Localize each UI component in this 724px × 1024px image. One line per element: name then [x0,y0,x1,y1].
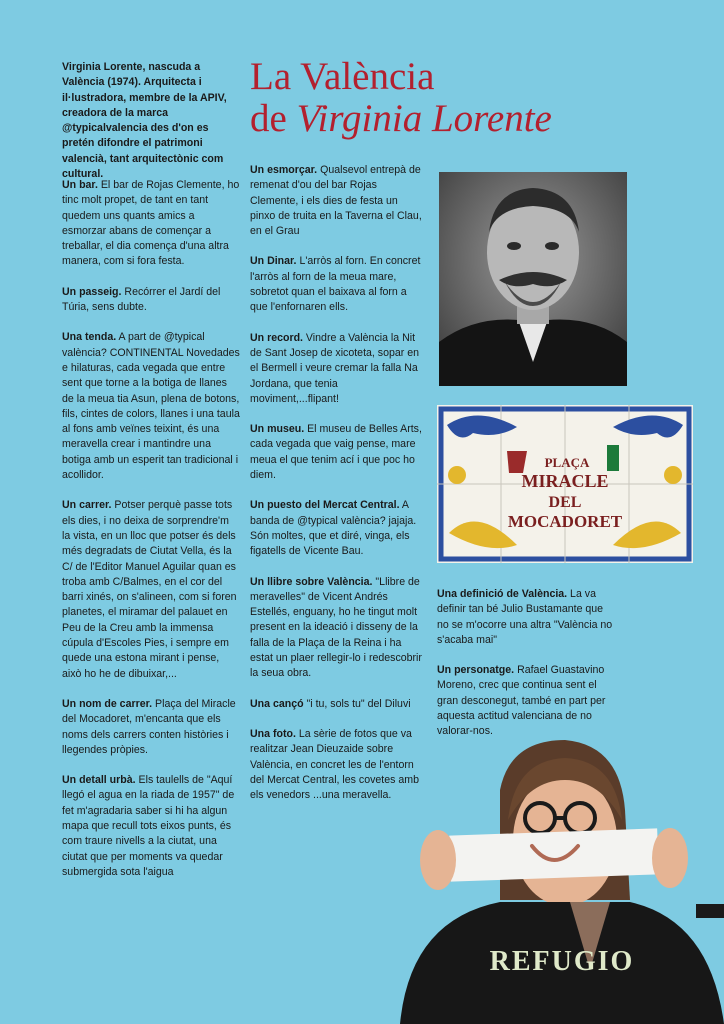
entry-book: Un llibre sobre València. "Llibre de meravelles" de Vicent Andrés Estellés, enguany, ho he tingut molt present en la ideació i disseny de la falla de la Plaça de la Reina i ha estat un plaer rellegir-lo i redescobrir la seua obra. [250,575,422,680]
column-2 [250,163,426,818]
entry-urban-detail: Un detall urbà. Els taulells de "Aquí llegó el agua en la riada de 1957" de fet m'agradaria saber si hi ha algun mapa que recull tots eixos punts, és com traure nivells a la ciutat, una ciutat que per moments va quedar submergida sota l'aigua [62,774,235,878]
street-sign-tile [437,405,693,563]
author-photo [340,740,724,1024]
portrait-photo [439,172,627,386]
title-line-2 [250,98,690,140]
entry-street: Un carrer. Potser perquè passe tots els dies, i no deixa de sorprendre'm la vista, en un lloc que potser és dels més degradats de Ciutat Vella, és la C/ de l'Editor Manuel Aguilar quan es troba amb C/Balmes, en el cor del barri xinés, on s'alineen, com si foren planetes, el miramar del palauet en Peu de la Creu amb la immensa cúpula d'Escoles Pies, i sempre em quede una estona mirant i pense, això ho he de dibuixar,... [62,499,237,680]
shirt-text: REFUGIO [489,946,635,977]
tile-line-1: PLAÇA [544,455,590,470]
title-prefix: de [250,97,287,140]
entry-memory: Un record. Vindre a València la Nit de Sant Josep de xicoteta, sopar en el Bermell i veure cremar la falla Na Jordana, que tenia moviment,...flipant! [250,331,420,405]
column-3 [437,587,615,755]
column-1 [62,178,240,895]
entry-photo: Una foto. La sèrie de fotos que va realitzar Jean Dieuzaide sobre València, en concret les de l'entorn del Mercat Central, les covetes amb els venedors ...una meravella. [250,727,419,802]
entry-market-stall: Un puesto del Mercat Central. A banda de @typical valència? jajaja. Són moltes, que et diré, vinga, els figatells de Vicente Bau. [250,499,417,558]
entry-shop: Una tenda. A part de @typical valència? CONTINENTAL Novedades e hilaturas, cada vegada que entre sent que torne a la botiga de llanes de la meua tia Asun, plena de botons, fils, cintes de colors, llanes i una taula al fons amb veïnes teixint, és una meravella crear i mantindre una botiga amb un esperit tan tradicional i acollidor. [62,331,240,482]
entry-breakfast: Un esmorçar. Qualsevol entrepà de remenat d'ou del bar Rojas Clemente, i els dies de festa un pinxo de truita en la Taverna el Clau, en el Grau [250,164,422,238]
entry-lunch: Un Dinar. L'arròs al forn. En concret l'arròs al forn de la meua mare, sobretot quan el baixava al forn a que l'enfornaren ells. [250,255,421,314]
title-line-1: La València [250,55,435,98]
entry-walk: Un passeig. Recórrer el Jardí del Túria, sens dubte. [62,285,221,314]
entry-definition: Una definició de València. La va definir tan bé Julio Bustamante que no se m'ocorre una altra "València no s'acaba mai" [437,588,613,646]
entry-museum: Un museu. El museu de Belles Arts, cada vegada que vaig pense, mare meua el que tenim ací i que poc ho diem. [250,423,422,482]
title-name: Virginia Lorente [296,97,552,140]
page-title [250,56,690,140]
entry-song: Una cançó "i tu, sols tu" del Diluvi [250,697,411,710]
tile-line-4: MOCADORET [507,512,623,531]
entry-character: Un personatge. Rafael Guastavino Moreno, crec que continua sent el gran desconegut, també en part per aquesta actitud valenciana de no valorar-nos. [437,664,606,738]
tile-line-3: DEL [548,494,582,511]
entry-bar: Un bar. El bar de Rojas Clemente, ho tinc molt propet, de tant en tant quedem uns quants amics a esmorzar abans de començar a treballar, el dia comença d'una altra manera, com si fora festa. [62,179,240,268]
entry-street-name: Un nom de carrer. Plaça del Miracle del Mocadoret, m'encanta que els noms dels carrers conten històries i llegendes pròpies. [62,697,236,756]
intro-paragraph: Virginia Lorente, nascuda a València (1974). Arquitecta i il·lustradora, membre de la APIV, creadora de la marca @typicalvalencia des d'on es pretén difondre el patrimoni valencià, tant arquitectònic com cultural. [62,61,227,181]
tile-line-2: MIRACLE [521,471,609,491]
